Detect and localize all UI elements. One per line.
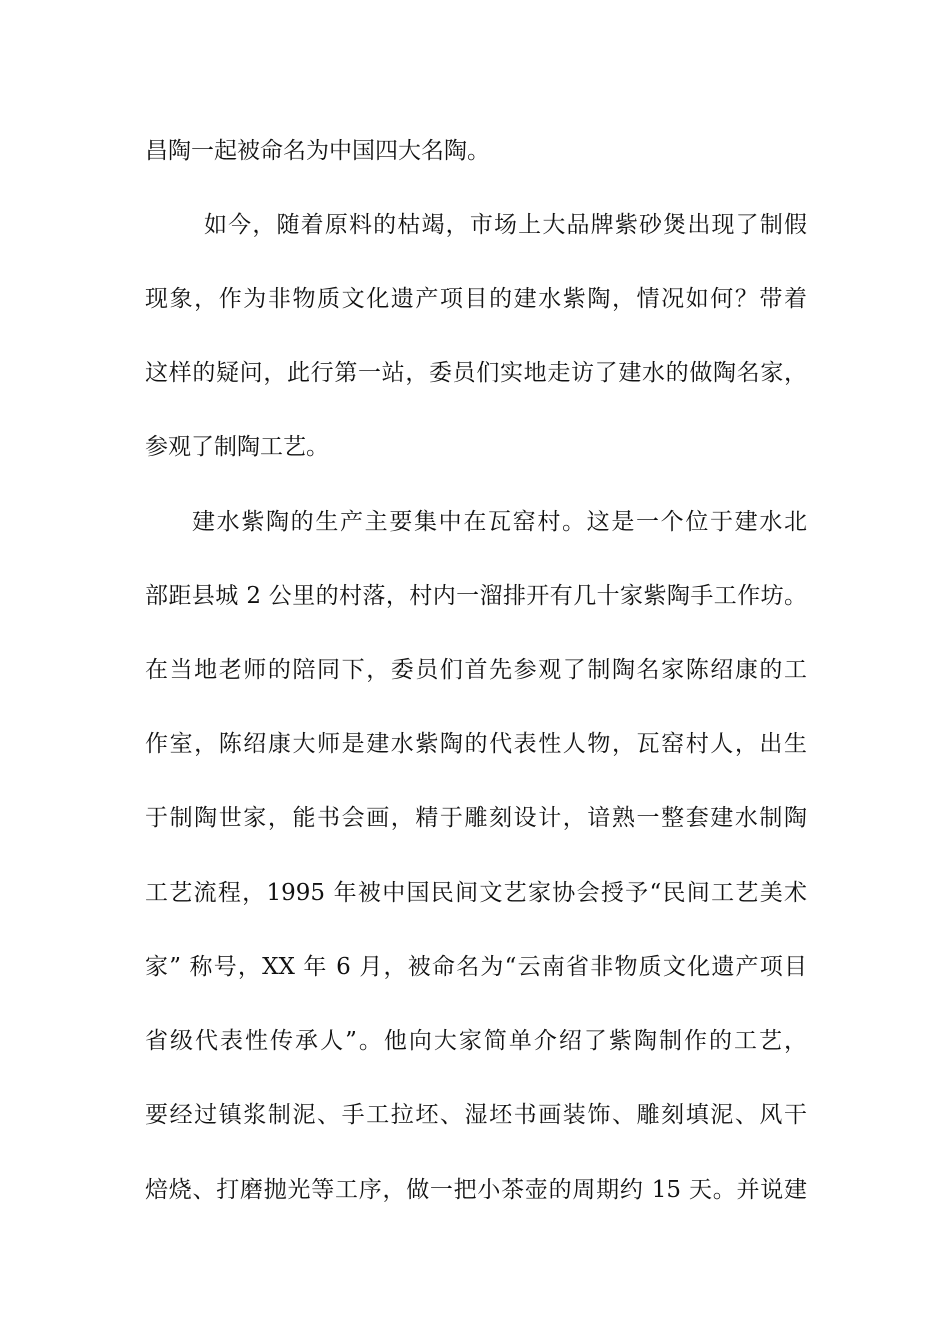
text-line-8: 在当地老师的陪同下，委员们首先参观了制陶名家陈绍康的工 [145, 657, 807, 683]
text-line-12: 家” 称号，XX 年 6 月，被命名为“云南省非物质文化遗产项目 [145, 954, 807, 980]
text-line-15: 焙烧、打磨抛光等工序，做一把小茶壶的周期约 15 天。并说建 [145, 1177, 807, 1203]
text-line-14: 要经过镇浆制泥、手工拉坯、湿坯书画装饰、雕刻填泥、风干 [145, 1102, 807, 1128]
text-line-2: 如今，随着原料的枯竭，市场上大品牌紫砂煲出现了制假 [204, 212, 807, 238]
text-line-4: 这样的疑问，此行第一站，委员们实地走访了建水的做陶名家， [145, 360, 807, 386]
text-line-11: 工艺流程，1995 年被中国民间文艺家协会授予“民间工艺美术 [145, 880, 807, 906]
text-line-6: 建水紫陶的生产主要集中在瓦窑村。这是一个位于建水北 [192, 509, 807, 535]
text-line-13: 省级代表性传承人”。他向大家简单介绍了紫陶制作的工艺， [145, 1028, 807, 1054]
text-line-1: 昌陶一起被命名为中国四大名陶。 [145, 138, 490, 164]
text-line-9: 作室，陈绍康大师是建水紫陶的代表性人物，瓦窑村人，出生 [145, 731, 807, 757]
text-line-10: 于制陶世家，能书会画，精于雕刻设计，谙熟一整套建水制陶 [145, 805, 807, 831]
text-line-7: 部距县城 2 公里的村落，村内一溜排开有几十家紫陶手工作坊。 [145, 583, 807, 609]
text-line-3: 现象，作为非物质文化遗产项目的建水紫陶，情况如何？带着 [145, 286, 807, 312]
text-line-5: 参观了制陶工艺。 [145, 434, 329, 460]
